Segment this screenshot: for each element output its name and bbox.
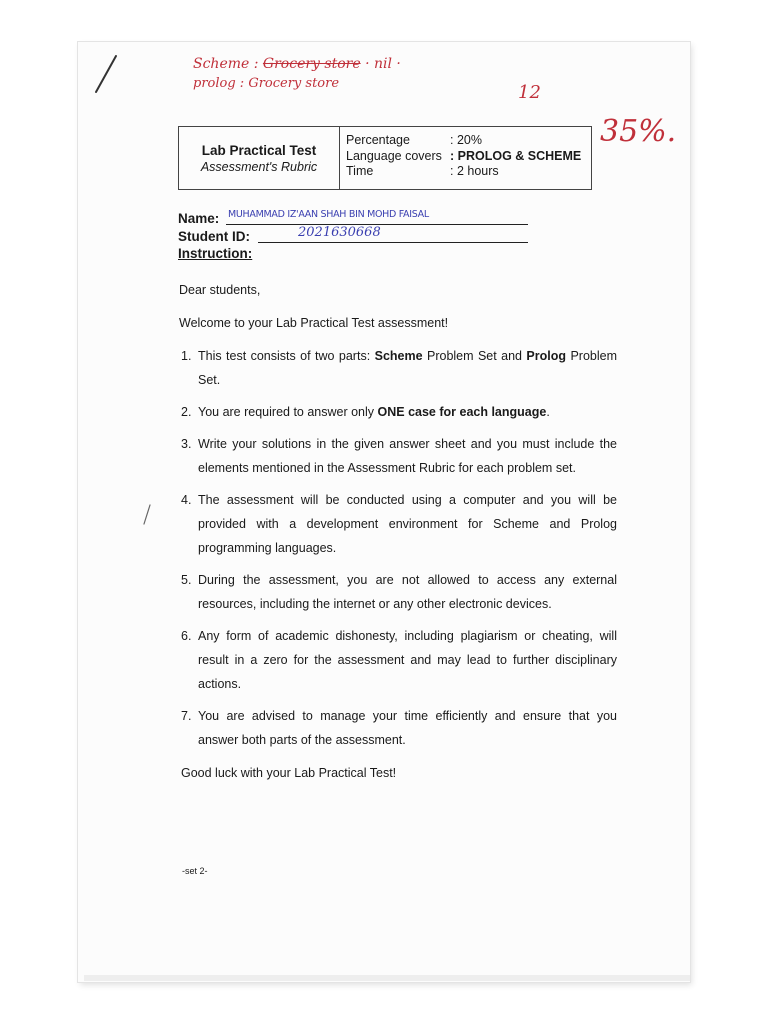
item-number: 6. bbox=[181, 629, 192, 643]
item-text: . bbox=[546, 405, 550, 419]
name-label: Name: bbox=[178, 211, 220, 226]
student-id-label: Student ID: bbox=[178, 229, 250, 244]
rubric-row-percentage bbox=[346, 133, 591, 149]
item-number: 4. bbox=[181, 493, 192, 507]
item-text: During the assessment, you are not allowed to access any external resources, including the internet or any other electronic devices. bbox=[198, 573, 617, 611]
instruction-list bbox=[181, 344, 617, 760]
item-text: You are advised to manage your time efficiently and ensure that you answer both parts of the assessment. bbox=[198, 709, 617, 747]
instruction-item-5 bbox=[181, 568, 617, 616]
item-bold-one-case: ONE case for each language bbox=[377, 405, 547, 419]
student-id-handwritten: 2021630668 bbox=[298, 225, 381, 240]
item-bold-prolog: Prolog bbox=[526, 349, 567, 363]
item-number: 1. bbox=[181, 349, 192, 363]
pen-slash-mark bbox=[90, 52, 120, 98]
item-text: This test consists of two parts: bbox=[198, 349, 375, 363]
instruction-heading: Instruction: bbox=[178, 246, 253, 261]
item-number: 5. bbox=[181, 573, 192, 587]
rubric-key: Language covers bbox=[346, 148, 442, 163]
student-name-handwritten: MUHAMMAD IZ'AAN SHAH BIN MOHD FAISAL bbox=[228, 209, 429, 220]
paper-edge bbox=[84, 975, 690, 981]
rubric-key: Time bbox=[346, 164, 374, 178]
rubric-value: : 2 hours bbox=[450, 164, 499, 178]
item-text: Problem Set and bbox=[422, 349, 527, 363]
rubric-details-cell bbox=[340, 127, 591, 189]
rubric-title: Lab Practical Test bbox=[201, 142, 317, 158]
rubric-row-language bbox=[346, 149, 591, 165]
welcome-text: Welcome to your Lab Practical Test assessment! bbox=[179, 316, 449, 330]
item-text: You are required to answer only bbox=[198, 405, 378, 419]
item-number: 3. bbox=[181, 437, 192, 451]
assessment-rubric-box bbox=[178, 126, 592, 190]
pen-tick-mark bbox=[140, 502, 154, 528]
footer-set-label: -set 2- bbox=[182, 866, 208, 876]
item-text: Problem Set. bbox=[198, 349, 617, 387]
handwritten-mark-twelve: 12 bbox=[518, 82, 541, 103]
item-number: 2. bbox=[181, 405, 192, 419]
item-text: The assessment will be conducted using a computer and you will be provided with a development environment for Scheme and Prolog programming languages. bbox=[198, 493, 617, 555]
handwritten-scheme-note bbox=[193, 56, 401, 72]
rubric-row-time bbox=[346, 164, 591, 180]
scheme-note-suffix: · nil · bbox=[365, 56, 401, 72]
rubric-value: : 20% bbox=[450, 133, 482, 147]
closing-text: Good luck with your Lab Practical Test! bbox=[181, 766, 397, 780]
instruction-item-7 bbox=[181, 704, 617, 752]
rubric-key: Percentage bbox=[346, 133, 410, 147]
handwritten-prolog-note: prolog : Grocery store bbox=[193, 76, 340, 91]
handwritten-score: 35%. bbox=[600, 114, 677, 149]
item-text: Any form of academic dishonesty, including plagiarism or cheating, will result in a zero for the assessment and may lead to further disciplinary actions. bbox=[198, 629, 617, 691]
greeting-text: Dear students, bbox=[179, 283, 261, 297]
instruction-item-4 bbox=[181, 488, 617, 560]
scheme-note-crossed: Grocery store bbox=[262, 56, 361, 72]
rubric-subtitle: Assessment's Rubric bbox=[200, 159, 318, 174]
instruction-item-6 bbox=[181, 624, 617, 696]
instruction-item-3 bbox=[181, 432, 617, 480]
item-bold-scheme: Scheme bbox=[374, 349, 423, 363]
student-id-underline bbox=[258, 242, 528, 243]
rubric-title-cell bbox=[179, 127, 340, 189]
instruction-item-1 bbox=[181, 344, 617, 392]
rubric-value: : PROLOG & SCHEME bbox=[450, 148, 582, 163]
instruction-item-2 bbox=[181, 400, 617, 424]
item-number: 7. bbox=[181, 709, 192, 723]
item-text: Write your solutions in the given answer sheet and you must include the elements mentioned in the Assessment Rubric for each problem set. bbox=[198, 437, 617, 475]
scheme-note-prefix: Scheme : bbox=[193, 56, 259, 72]
